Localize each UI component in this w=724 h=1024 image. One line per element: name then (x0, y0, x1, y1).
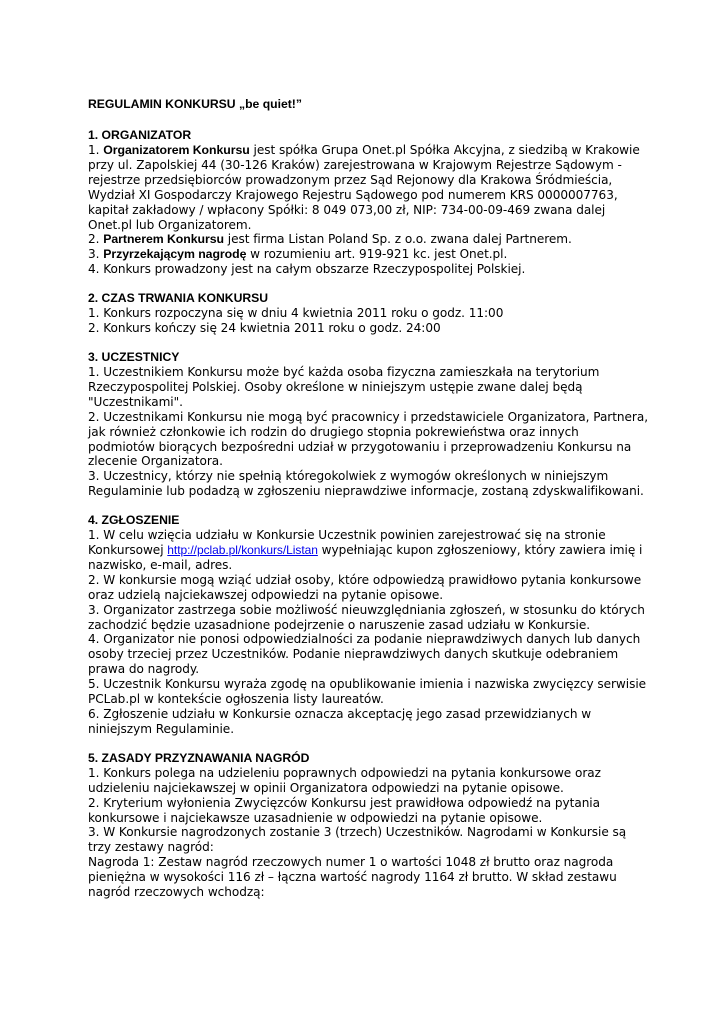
bold-term: Partnerem Konkursu (103, 232, 224, 247)
paragraph: 3. Uczestnicy, którzy nie spełnią któregokolwiek z wymogów określonych w niniejszym Regulaminie lub podadzą w zgłoszeniu nieprawdziwe informacje, zostaną zdyskwalifikowani. (88, 469, 644, 499)
paragraph-text: jest spółka Grupa Onet.pl Spółka Akcyjna, z siedzibą w Krakowie przy ul. Zapolskiej 44 (30-126 Kraków) zarejestrowana w Krajowym Rejestrze Sądowym - rejestrze przedsiębiorców prowadzonym przez Sąd Rejonowy dla Krakowa Śródmieścia, Wydział XI Gospodarczy Krajowego Rejestru Sądowego pod numerem KRS 0000007763, kapitał zakładowy / wpłacony Spółki: 8 049 073,00 zł, NIP: 734-00-09-469 zwana dalej Onet.pl lub Organizatorem. (88, 143, 640, 232)
paragraph: 6. Zgłoszenie udziału w Konkursie oznacza akceptację jego zasad przewidzianych w niniejszym Regulaminie. (88, 707, 592, 736)
section-heading: 4. ZGŁOSZENIE (88, 513, 180, 528)
paragraph: 2. Uczestnikami Konkursu nie mogą być pracownicy i przedstawiciele Organizatora, Partnera, jak również członkowie ich rodzin do drugiego stopnia pokrewieństwa oraz innych podmiotów biorących bezpośredni udział w przygotowaniu i przeprowadzeniu Konkursu na zlecenie Organizatora. (88, 409, 649, 469)
paragraph: 3. W Konkursie nagrodzonych zostanie 3 (trzech) Uczestników. Nagrodami w Konkursie są trzy zestawy nagród: (88, 825, 627, 855)
paragraph: 1. Uczestnikiem Konkursu może być każda osoba fizyczna zamieszkała na terytorium Rzeczypospolitej Polskiej. Osoby określone w niniejszym ustępie zwane dalej będą "Uczestnikami". (88, 364, 600, 409)
paragraph-text: jest firma Listan Poland Sp. z o.o. zwana dalej Partnerem. (223, 232, 572, 247)
paragraph: 2. W konkursie mogą wziąć udział osoby, które odpowiedzą prawidłowo pytania konkursowe oraz udzielą najciekawszej odpowiedzi na pytanie opisowe. (88, 572, 642, 602)
section-zasady-nagrod (88, 751, 648, 900)
paragraph (88, 232, 648, 247)
paragraph-text: w rozumieniu art. 919-921 kc. jest Onet.pl. (246, 247, 508, 262)
section-organizator (88, 128, 648, 277)
paragraph: 1. Konkurs rozpoczyna się w dniu 4 kwietnia 2011 roku o godz. 11:00 (88, 306, 504, 321)
section-heading: 1. ORGANIZATOR (88, 128, 192, 142)
section-czas-trwania (88, 291, 648, 336)
paragraph (88, 247, 648, 262)
document-title: REGULAMIN KONKURSU „be quiet!” (88, 97, 302, 111)
paragraph-number: 2. (88, 232, 104, 247)
paragraph-number: 3. (88, 247, 104, 262)
document-page (88, 96, 648, 914)
paragraph-text: wypełniając kupon zgłoszeniowy, który zawiera imię i nazwisko, e-mail, adres. (88, 543, 643, 572)
paragraph: 4. Organizator nie ponosi odpowiedzialności za podanie nieprawdziwych danych lub danych osoby trzeciej przez Uczestników. Podanie nieprawdziwych danych skutkuje odebraniem prawa do nagrody. (88, 632, 641, 677)
paragraph: 5. Uczestnik Konkursu wyraża zgodę na opublikowanie imienia i nazwiska zwycięzcy serwisie PCLab.pl w kontekście ogłoszenia listy laureatów. (88, 677, 647, 707)
section-uczestnicy (88, 350, 648, 499)
paragraph: 2. Kryterium wyłonienia Zwycięzców Konkursu jest prawidłowa odpowiedź na pytania konkursowe i najciekawsze uzasadnienie w odpowiedzi na pytanie opisowe. (88, 795, 600, 825)
paragraph: 2. Konkurs kończy się 24 kwietnia 2011 roku o godz. 24:00 (88, 321, 441, 336)
paragraph: 3. Organizator zastrzega sobie możliwość nieuwzględniania zgłoszeń, w stosunku do których zachodzić będzie uzasadnione podejrzenie o naruszenie zasad udziału w Konkursie. (88, 602, 645, 632)
contest-link[interactable]: http://pclab.pl/konkurs/Listan (167, 543, 318, 558)
section-heading: 5. ZASADY PRZYZNAWANIA NAGRÓD (88, 750, 310, 765)
paragraph (88, 528, 648, 573)
paragraph-text: 1. W celu wzięcia udziału w Konkursie Uczestnik powinien zarejestrować się na stronie Konkursowej (88, 528, 606, 558)
bold-term: Przyrzekającym nagrodę (103, 247, 247, 262)
section-heading: 2. CZAS TRWANIA KONKURSU (88, 291, 269, 306)
bold-term: Organizatorem Konkursu (103, 143, 250, 157)
section-heading: 3. UCZESTNICY (88, 349, 180, 364)
paragraph-number: 1. (88, 143, 104, 157)
paragraph: Nagroda 1: Zestaw nagród rzeczowych numer 1 o wartości 1048 zł brutto oraz nagroda pieniężna w wysokości 116 zł – łączna wartość nagrody 1164 zł brutto. W skład zestawu nagród rzeczowych wchodzą: (88, 855, 617, 900)
paragraph: 4. Konkurs prowadzony jest na całym obszarze Rzeczypospolitej Polskiej. (88, 262, 526, 277)
paragraph (88, 143, 648, 232)
paragraph: 1. Konkurs polega na udzieleniu poprawnych odpowiedzi na pytania konkursowe oraz udzieleniu najciekawszej w opinii Organizatora odpowiedzi na pytanie opisowe. (88, 765, 601, 795)
section-zgloszenie (88, 513, 648, 737)
